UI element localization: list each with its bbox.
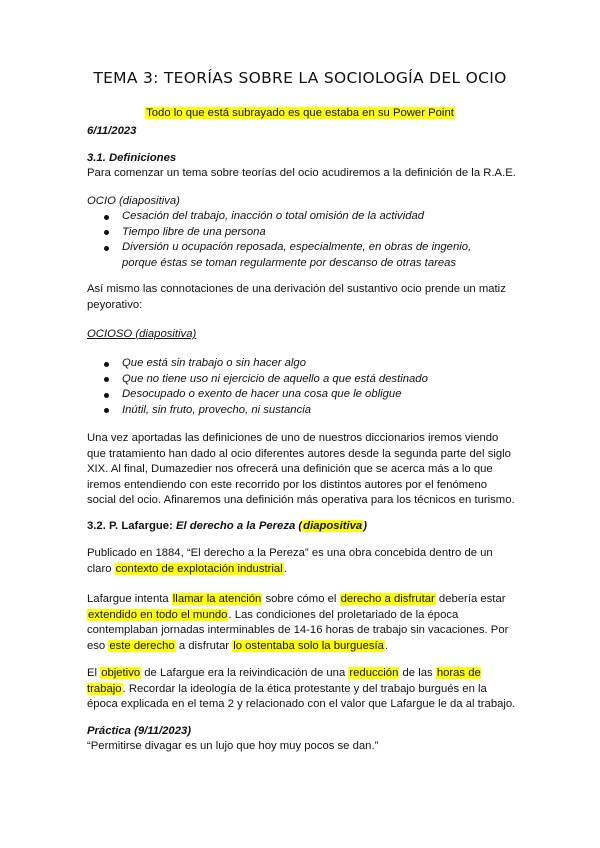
highlight-notice: Todo lo que está subrayado es que estaba en su Power Point <box>146 107 454 119</box>
connotation-paragraph: Así mismo las connotaciones de una derivación del sustantivo ocio prende un matiz peyorativo: <box>87 283 506 311</box>
ocioso-heading-text: OCIOSO (diapositiva) <box>87 328 197 340</box>
list-item: Cesación del trabajo, inacción o total omisión de la actividad <box>122 209 507 225</box>
text-run: Lafargue intenta <box>87 593 172 605</box>
section-3-2-number: 3.2. P. Lafargue: <box>87 520 176 532</box>
text-run: . <box>384 639 389 652</box>
ocioso-heading <box>87 327 517 343</box>
practica-heading: Práctica (9/11/2023) <box>87 725 192 737</box>
section-3-1-intro: Para comenzar un tema sobre teorías del ocio acudiremos a la definición de la R.A.E. <box>87 167 516 179</box>
text-run: a disfrutar <box>175 639 233 652</box>
highlight-derecho-disfrutar: derecho a disfrutar <box>340 593 435 605</box>
paragraph-intent <box>87 592 517 654</box>
highlight-extendido: extendido en todo el mundo <box>88 608 228 621</box>
practica-quote: “Permitirse divagar es un lujo que hoy muy pocos se dan.” <box>87 740 379 752</box>
paragraph-objective <box>87 666 517 713</box>
list-item: Que no tiene uso ni ejercicio de aquello a que está destinado <box>122 372 507 388</box>
list-item: Tiempo libre de una persona <box>122 225 507 241</box>
highlight-este-derecho: este derecho <box>109 639 175 652</box>
section-3-2-title: El derecho a la Pereza <box>175 520 296 532</box>
text-run: sobre cómo el <box>262 593 340 605</box>
highlight-burguesia: lo ostentaba solo la burguesía <box>233 639 384 652</box>
text-run: de Lafargue era la reivindicación de una <box>141 667 349 679</box>
ocio-heading: OCIO (diapositiva) <box>87 195 180 207</box>
section-3-2-heading <box>87 519 517 535</box>
list-item: Diversión u ocupación reposada, especialmente, en obras de ingenio, porque éstas se toman regularmente por descanso de otras tareas <box>122 240 507 271</box>
notice-line <box>0 106 600 122</box>
list-item: Inútil, sin fruto, provecho, ni sustancia <box>122 403 507 419</box>
highlight-objetivo: objetivo <box>101 667 141 679</box>
text-run: de las <box>399 667 436 679</box>
text-run: . Las condiciones del proletariado de la época contemplaban jornadas interminables de 14-16 horas de trabajo sin vacaciones. Por eso <box>87 608 509 652</box>
ocio-list <box>87 209 507 271</box>
text-run: debería estar <box>435 593 506 605</box>
section-3-2-close: ) <box>363 520 367 532</box>
text-run: . Recordar la ideología de la ética protestante y del trabajo burgués en la época explicada en el tema 2 y relacionado con el valor que Lafargue le da al trabajo. <box>87 682 516 711</box>
text-run: Publicado en 1884, “El derecho a la Pereza” es una obra concebida dentro de un claro <box>87 547 493 575</box>
section-3-1-heading: 3.1. Definiciones <box>87 152 177 164</box>
list-item: Desocupado o exento de hacer una cosa que le obligue <box>122 387 507 403</box>
text-run: . <box>283 562 287 575</box>
highlight-explotacion: contexto de explotación industrial <box>115 562 283 575</box>
highlight-diapositiva: diapositiva <box>303 520 363 532</box>
date-line: 6/11/2023 <box>87 125 137 137</box>
ocioso-list <box>87 356 507 418</box>
highlight-horas-trabajo: horas de trabajo <box>87 667 481 695</box>
document-title: TEMA 3: TEORÍAS SOBRE LA SOCIOLOGÍA DEL OCIO <box>93 69 507 87</box>
highlight-reduccion: reducción <box>349 667 399 679</box>
highlight-llamar-atencion: llamar la atención <box>172 593 262 605</box>
closing-paragraph: Una vez aportadas las definiciones de uno de nuestros diccionarios iremos viendo que tratamiento han dado al ocio diferentes autores desde la segunda parte del siglo XIX. Al final, Dumazedier nos ofrecerá una definición que se acerca más a lo que iremos entendiendo con este recorrido por los distintos autores por el fenómeno social del ocio. Afinaremos una definición más operativa para los técnicos en turismo. <box>87 432 515 507</box>
paragraph-published <box>87 546 517 577</box>
text-run: El <box>87 667 101 679</box>
list-item: Que está sin trabajo o sin hacer algo <box>122 356 507 372</box>
section-3-2-open: ( <box>295 520 303 532</box>
